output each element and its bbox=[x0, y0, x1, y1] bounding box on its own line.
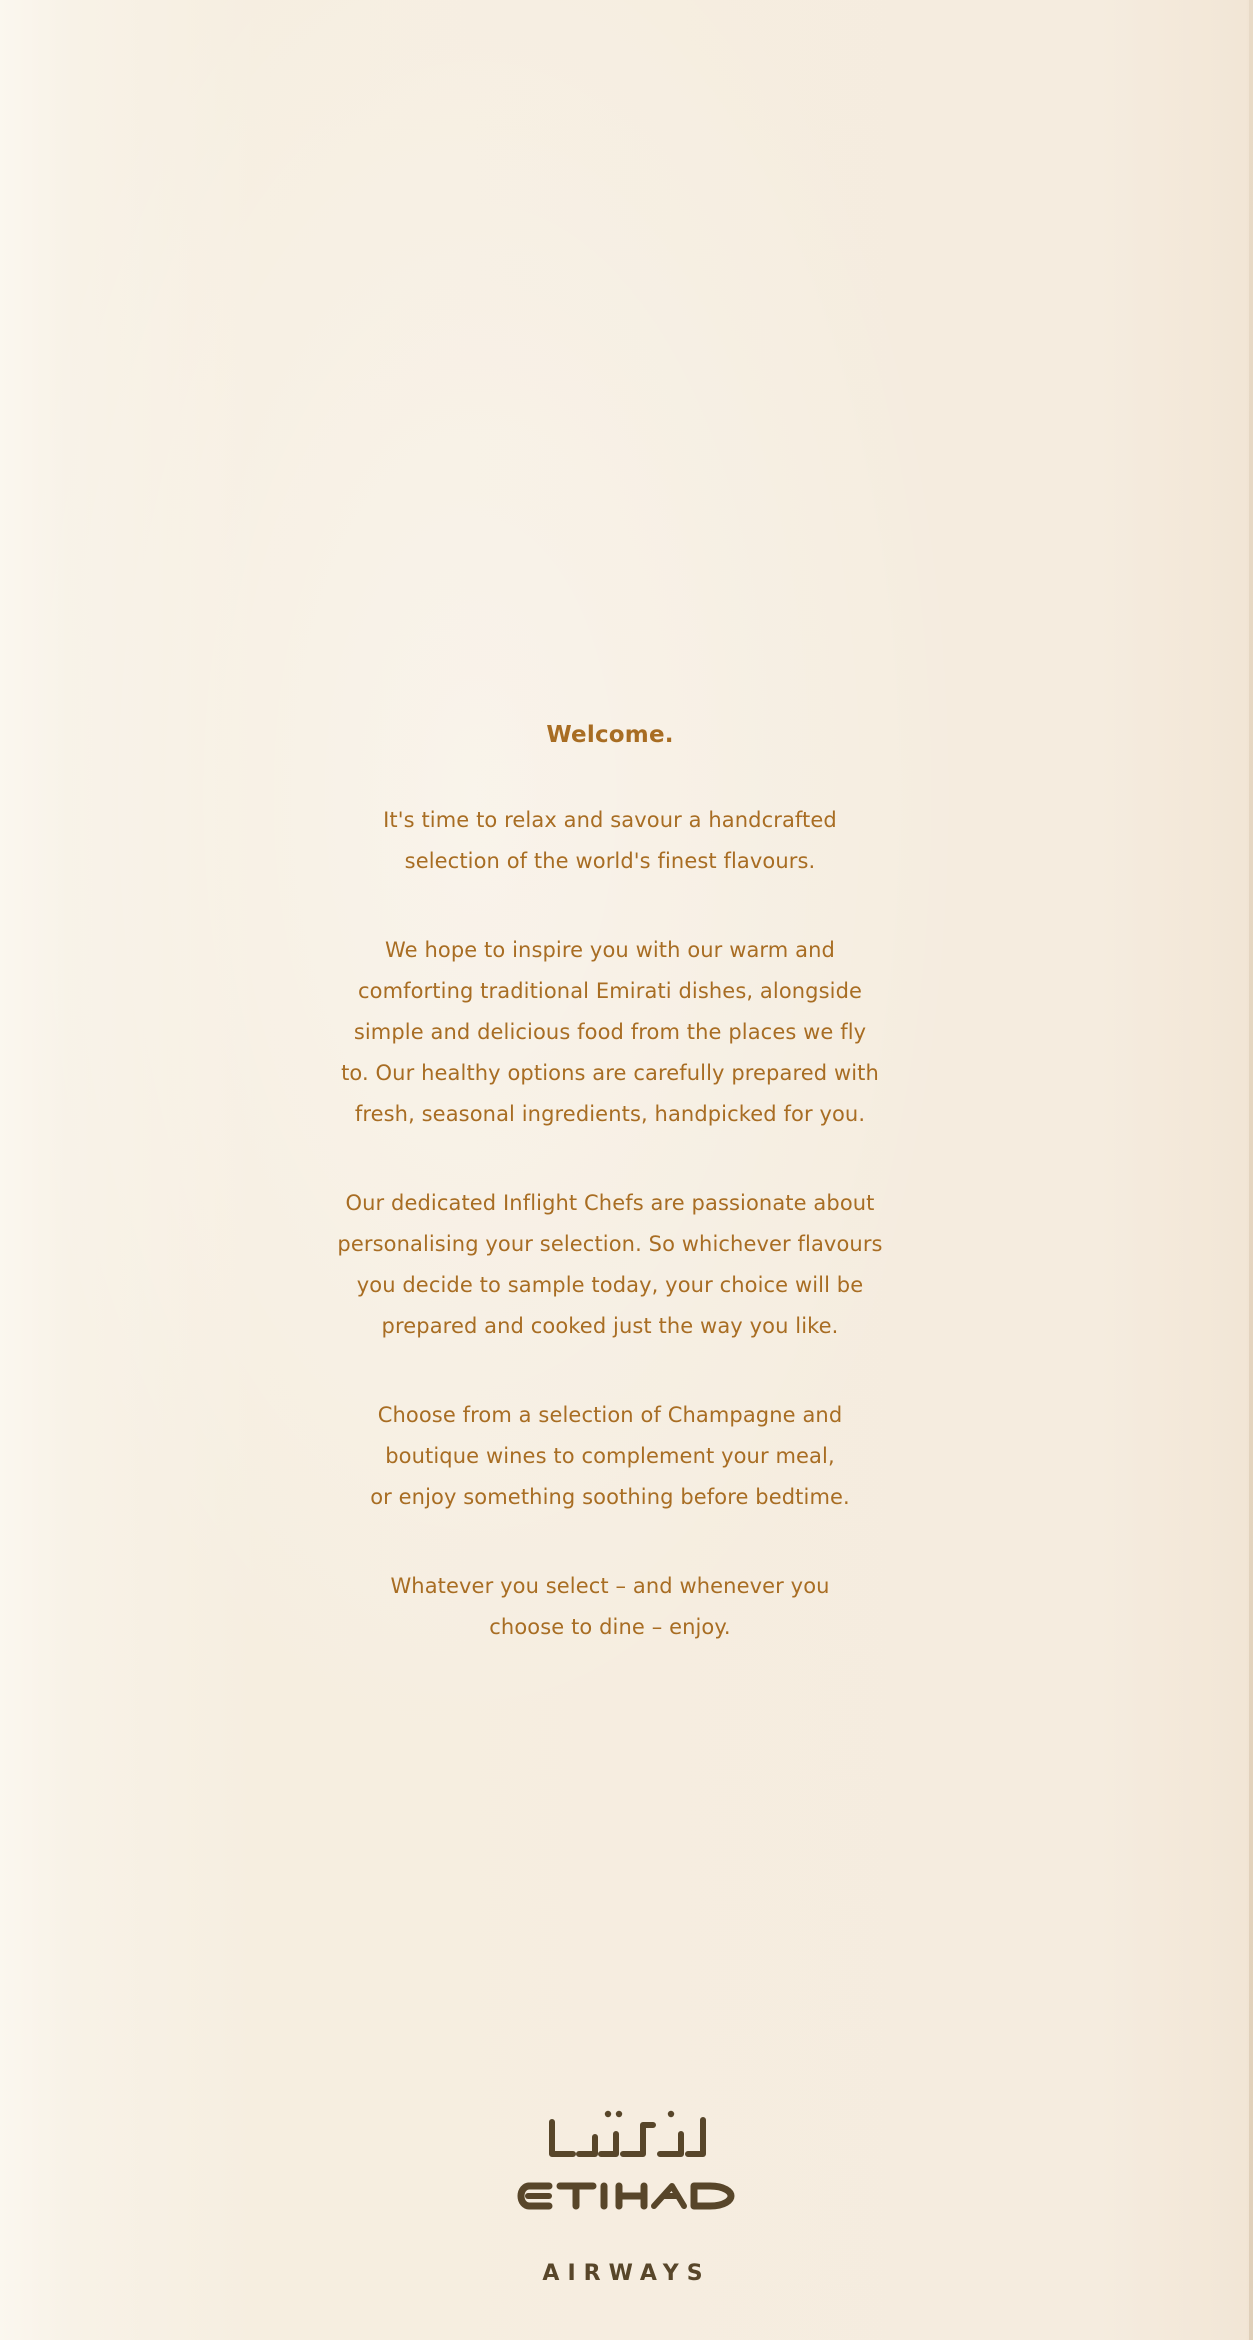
paper-edge bbox=[1249, 0, 1253, 2340]
text-line: boutique wines to complement your meal, bbox=[385, 1444, 835, 1468]
welcome-paragraph-3 bbox=[240, 1183, 980, 1347]
text-line: We hope to inspire you with our warm and bbox=[385, 938, 835, 962]
etihad-logo-mark bbox=[467, 2090, 787, 2250]
welcome-paragraph-4 bbox=[240, 1395, 980, 1518]
text-line: comforting traditional Emirati dishes, alongside bbox=[357, 979, 863, 1003]
welcome-title: Welcome. bbox=[546, 722, 674, 748]
welcome-paragraph-2 bbox=[240, 930, 980, 1135]
text-line: It's time to relax and savour a handcrafted bbox=[383, 808, 837, 832]
etihad-logo bbox=[0, 2090, 1253, 2320]
text-line: you decide to sample today, your choice will be bbox=[356, 1273, 864, 1297]
text-line: Our dedicated Inflight Chefs are passionate about bbox=[345, 1191, 875, 1215]
text-line: selection of the world's finest flavours. bbox=[404, 849, 816, 873]
welcome-paragraph-5 bbox=[240, 1566, 980, 1648]
text-line: choose to dine – enjoy. bbox=[489, 1615, 731, 1639]
text-line: to. Our healthy options are carefully prepared with bbox=[341, 1061, 879, 1085]
text-line: or enjoy something soothing before bedtime. bbox=[370, 1485, 850, 1509]
text-line: Whatever you select – and whenever you bbox=[390, 1574, 830, 1598]
text-line: fresh, seasonal ingredients, handpicked for you. bbox=[354, 1102, 866, 1126]
airways-text: AIRWAYS bbox=[542, 2261, 711, 2286]
text-line: Choose from a selection of Champagne and bbox=[377, 1403, 843, 1427]
text-line: personalising your selection. So whichever flavours bbox=[337, 1232, 883, 1256]
welcome-paragraph-1 bbox=[240, 800, 980, 882]
text-line: prepared and cooked just the way you like. bbox=[381, 1314, 839, 1338]
text-line: simple and delicious food from the places we fly bbox=[353, 1020, 867, 1044]
welcome-message bbox=[240, 715, 980, 1696]
